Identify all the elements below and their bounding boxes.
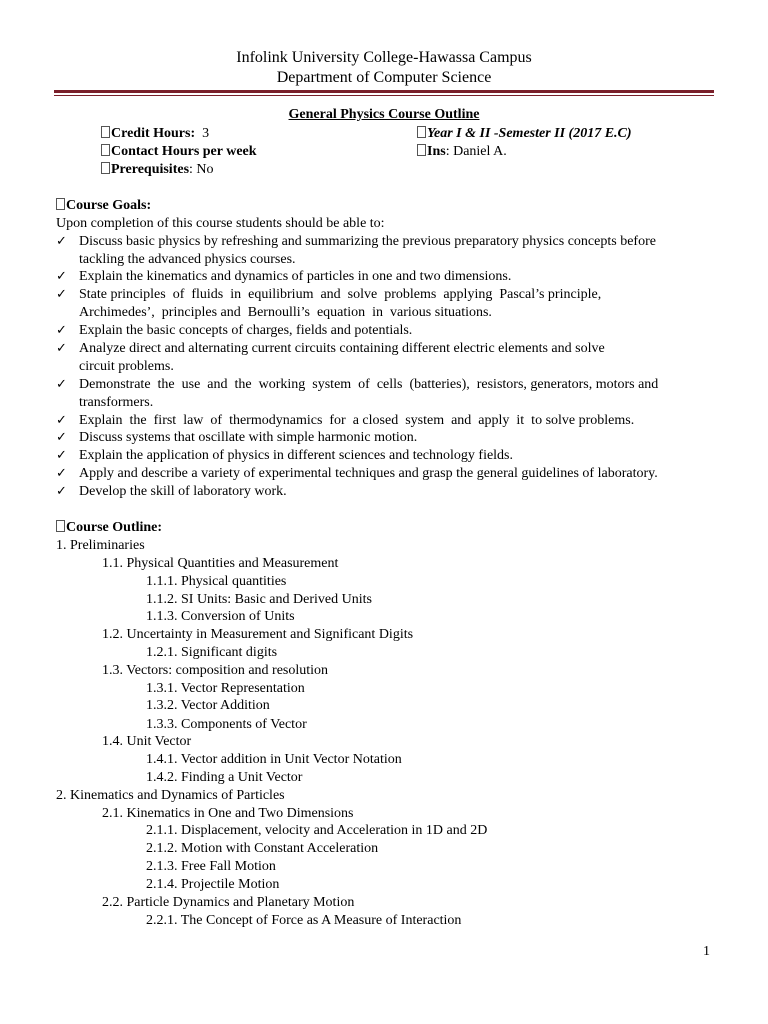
outline-item-level2: 1.2. Uncertainty in Measurement and Significant Digits	[102, 627, 414, 642]
check-icon: ✓	[56, 484, 67, 499]
check-icon: ✓	[56, 287, 67, 302]
goal-item: Explain the application of physics in different sciences and technology fields.	[79, 448, 514, 463]
check-icon: ✓	[56, 430, 67, 445]
goal-item-continued: transformers.	[79, 395, 154, 410]
outline-item-level3: 1.1.3. Conversion of Units	[146, 609, 295, 624]
check-icon: ✓	[56, 413, 67, 428]
goal-item: Apply and describe a variety of experimental techniques and grasp the general guidelines of laboratory.	[79, 466, 658, 481]
goal-item: Demonstrate the use and the working system of cells (batteries), resistors, generators, motors and	[79, 377, 659, 392]
outline-item-level3: 1.4.1. Vector addition in Unit Vector Notation	[146, 752, 402, 767]
page-number: 1	[703, 944, 710, 959]
institution-name: Infolink University College-Hawassa Campus	[236, 49, 532, 66]
outline-item-level3: 2.1.3. Free Fall Motion	[146, 859, 276, 874]
outline-item-level3: 2.1.1. Displacement, velocity and Acceleration in 1D and 2D	[146, 823, 488, 838]
course-goals-intro: Upon completion of this course students should be able to:	[56, 216, 385, 231]
document-title: General Physics Course Outline	[288, 107, 480, 122]
check-icon: ✓	[56, 323, 67, 338]
header-rule-thin	[54, 95, 714, 96]
goal-item: Explain the first law of thermodynamics for a closed system and apply it to solve problems.	[79, 413, 635, 428]
goal-item: Explain the basic concepts of charges, fields and potentials.	[79, 323, 413, 338]
goal-item: Analyze direct and alternating current circuits containing different electric elements and solve	[79, 341, 605, 356]
outline-item-level3: 1.3.3. Components of Vector	[146, 717, 307, 732]
goal-item: Develop the skill of laboratory work.	[79, 484, 287, 499]
outline-item-level2: 2.2. Particle Dynamics and Planetary Motion	[102, 895, 355, 910]
checkbox-icon	[101, 162, 110, 174]
outline-item-level2: 1.1. Physical Quantities and Measurement	[102, 556, 339, 571]
outline-item-level3: 2.1.2. Motion with Constant Acceleration	[146, 841, 379, 856]
checkbox-icon	[56, 520, 65, 532]
header-rule-thick	[54, 90, 714, 93]
goal-item: Explain the kinematics and dynamics of particles in one and two dimensions.	[79, 269, 512, 284]
check-icon: ✓	[56, 234, 67, 249]
outline-item-level3: 1.3.1. Vector Representation	[146, 681, 305, 696]
checkbox-icon	[101, 144, 110, 156]
outline-item-level2: 2.1. Kinematics in One and Two Dimensions	[102, 806, 354, 821]
outline-item-level3: 2.2.1. The Concept of Force as A Measure of Interaction	[146, 913, 462, 928]
goal-item-continued: tackling the advanced physics courses.	[79, 252, 296, 267]
outline-item-level3: 1.2.1. Significant digits	[146, 645, 278, 660]
department-name: Department of Computer Science	[276, 69, 492, 86]
prerequisites: Prerequisites: No	[101, 161, 214, 179]
outline-item-level3: 2.1.4. Projectile Motion	[146, 877, 280, 892]
goal-item: State principles of fluids in equilibrium and solve problems applying Pascal’s principle,	[79, 287, 602, 302]
checkbox-icon	[56, 198, 65, 210]
checkbox-icon	[417, 126, 426, 138]
goal-item-continued: circuit problems.	[79, 359, 174, 374]
instructor: Ins: Daniel A.	[417, 143, 507, 161]
outline-item-level1: 1. Preliminaries	[56, 538, 145, 553]
check-icon: ✓	[56, 466, 67, 481]
contact-hours: Contact Hours per week	[101, 143, 257, 161]
check-icon: ✓	[56, 448, 67, 463]
outline-item-level3: 1.3.2. Vector Addition	[146, 698, 270, 713]
goal-item: Discuss basic physics by refreshing and summarizing the previous preparatory physics concepts before	[79, 234, 656, 249]
outline-item-level3: 1.1.1. Physical quantities	[146, 574, 287, 589]
goal-item: Discuss systems that oscillate with simple harmonic motion.	[79, 430, 418, 445]
course-goals-heading: Course Goals:	[56, 197, 151, 215]
year-semester: Year I & II -Semester II (2017 E.C)	[417, 125, 632, 143]
credit-hours: Credit Hours: 3	[101, 125, 209, 143]
check-icon: ✓	[56, 269, 67, 284]
outline-item-level3: 1.4.2. Finding a Unit Vector	[146, 770, 303, 785]
outline-item-level1: 2. Kinematics and Dynamics of Particles	[56, 788, 285, 803]
course-outline-heading: Course Outline:	[56, 519, 162, 537]
check-icon: ✓	[56, 341, 67, 356]
goal-item-continued: Archimedes’, principles and Bernoulli’s equation in various situations.	[79, 305, 492, 320]
checkbox-icon	[101, 126, 110, 138]
check-icon: ✓	[56, 377, 67, 392]
outline-item-level3: 1.1.2. SI Units: Basic and Derived Units	[146, 592, 372, 607]
checkbox-icon	[417, 144, 426, 156]
outline-item-level2: 1.3. Vectors: composition and resolution	[102, 663, 329, 678]
outline-item-level2: 1.4. Unit Vector	[102, 734, 192, 749]
